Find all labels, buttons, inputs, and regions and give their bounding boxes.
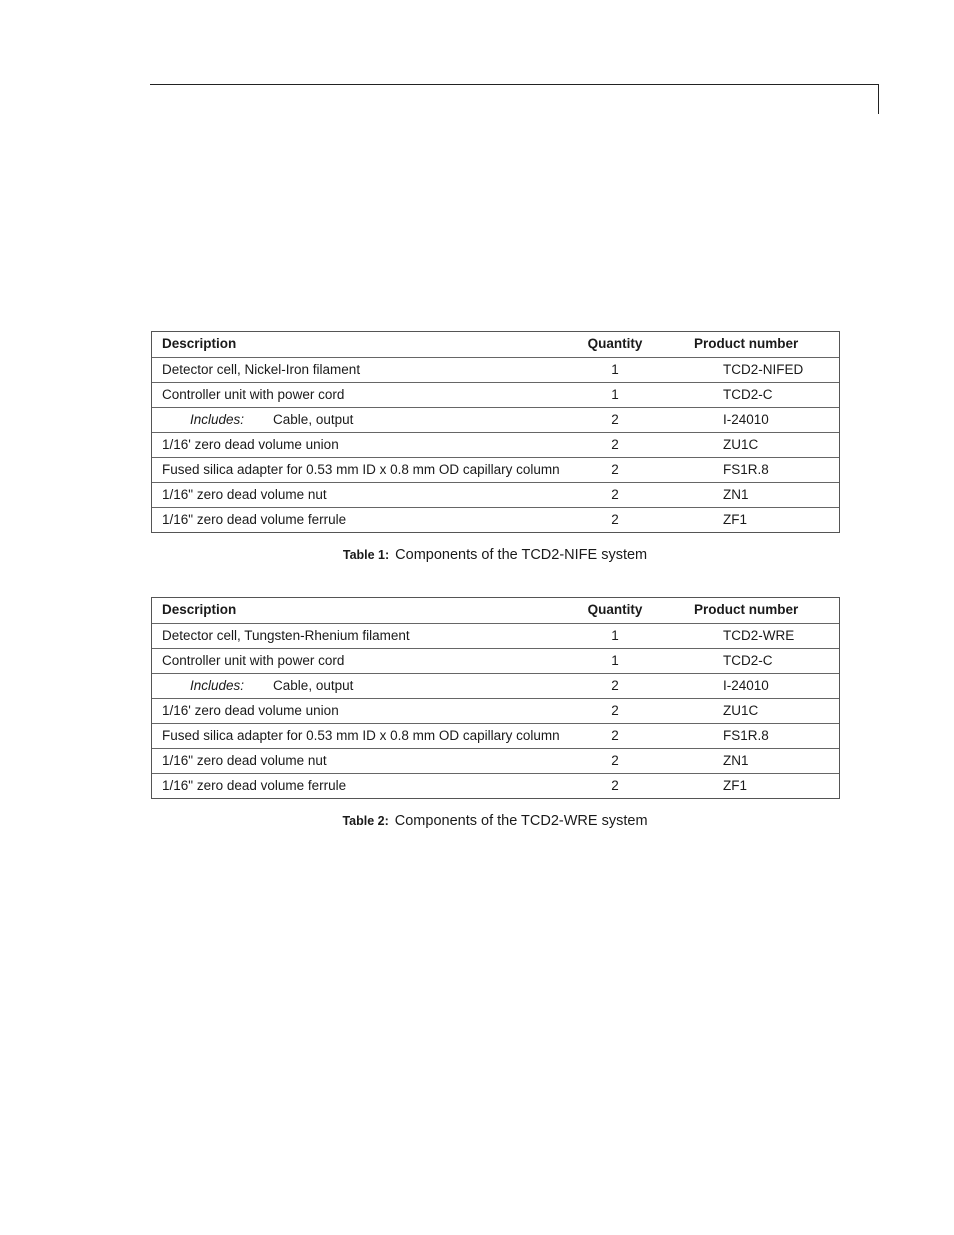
table-header-row [152,598,839,623]
row-quantity: 2 [611,462,619,477]
row-description: 1/16' zero dead volume union [162,703,339,718]
row-product-number: ZN1 [723,487,749,502]
caption-label: Table 1: [342,548,390,562]
row-quantity: 2 [611,778,619,793]
row-quantity: 2 [611,678,619,693]
table-row [152,748,839,773]
column-header-description: Description [162,336,237,351]
table-row-includes [152,673,839,698]
table-caption-1 [0,547,954,563]
row-description: Controller unit with power cord [162,387,345,402]
row-description [190,674,353,698]
header-rule [150,84,879,85]
row-product-number: ZN1 [723,753,749,768]
column-header-quantity: Quantity [587,336,643,351]
row-description: Fused silica adapter for 0.53 mm ID x 0.8 mm OD capillary column [162,728,560,743]
table-row [152,432,839,457]
row-product-number: TCD2-WRE [723,628,795,643]
components-table-1 [151,331,840,533]
table-row [152,773,839,798]
row-product-number: ZU1C [723,437,759,452]
caption-label: Table 2: [342,814,389,828]
row-quantity: 2 [611,703,619,718]
row-description: Detector cell, Nickel-Iron filament [162,362,361,377]
table-row [152,723,839,748]
table-row [152,623,839,648]
includes-label: Includes: [190,412,245,427]
table-row [152,648,839,673]
row-product-number: I-24010 [723,412,769,427]
row-description: 1/16' zero dead volume union [162,437,339,452]
table-row [152,698,839,723]
table-row-includes [152,407,839,432]
row-quantity: 1 [611,628,619,643]
column-header-description: Description [162,602,237,617]
row-description: 1/16" zero dead volume ferrule [162,778,347,793]
row-product-number: FS1R.8 [723,728,769,743]
row-description [190,408,353,432]
row-quantity: 1 [611,362,619,377]
row-product-number: ZU1C [723,703,759,718]
row-description: Fused silica adapter for 0.53 mm ID x 0.8 mm OD capillary column [162,462,560,477]
column-header-quantity: Quantity [587,602,643,617]
row-product-number: TCD2-C [723,653,773,668]
table-caption-2 [0,813,954,829]
row-description: Controller unit with power cord [162,653,345,668]
header-corner-tick [878,84,879,114]
row-product-number: TCD2-C [723,387,773,402]
row-product-number: ZF1 [723,512,748,527]
row-description: 1/16" zero dead volume nut [162,753,327,768]
row-quantity: 2 [611,512,619,527]
row-quantity: 2 [611,753,619,768]
caption-text: Components of the TCD2-NIFE system [395,547,648,563]
row-product-number: ZF1 [723,778,748,793]
column-header-product-number: Product number [694,602,799,617]
includes-label: Includes: [190,678,245,693]
row-quantity: 2 [611,412,619,427]
row-quantity: 2 [611,487,619,502]
includes-item: Cable, output [273,678,354,693]
row-quantity: 2 [611,437,619,452]
row-product-number: TCD2-NIFED [723,362,804,377]
table-row [152,382,839,407]
table-row [152,357,839,382]
row-description: 1/16" zero dead volume nut [162,487,327,502]
row-description: Detector cell, Tungsten-Rhenium filament [162,628,410,643]
caption-text: Components of the TCD2-WRE system [394,813,648,829]
column-header-product-number: Product number [694,336,799,351]
includes-item: Cable, output [273,412,354,427]
row-quantity: 2 [611,728,619,743]
table-header-row [152,332,839,357]
row-quantity: 1 [611,387,619,402]
table-row [152,457,839,482]
row-product-number: I-24010 [723,678,769,693]
table-row [152,507,839,532]
row-product-number: FS1R.8 [723,462,769,477]
components-table-2 [151,597,840,799]
row-quantity: 1 [611,653,619,668]
row-description: 1/16" zero dead volume ferrule [162,512,347,527]
table-row [152,482,839,507]
